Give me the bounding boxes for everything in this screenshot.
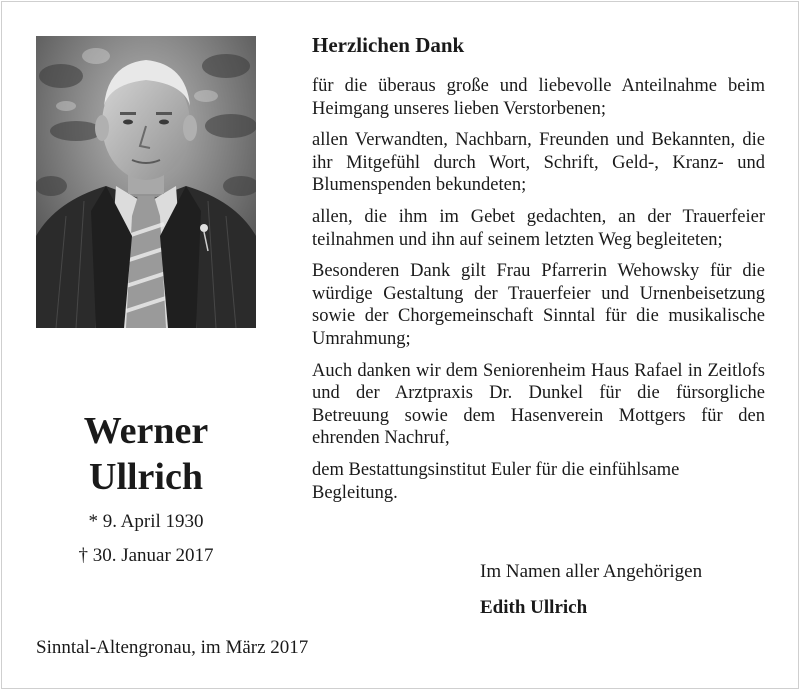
paragraph: für die überaus große und liebevolle Anteilnahme beim Heimgang unseres lieben Verstorbenen;: [312, 76, 765, 119]
paragraph: Besonderen Dank gilt Frau Pfarrerin Wehowsky für die würdige Gestaltung der Trauerfeier und Urnenbeisetzung sowie der Chorgemeinschaft Sinntal für die musikalische Umrahmung;: [312, 261, 765, 349]
paragraph: allen Verwandten, Nachbarn, Freunden und Bekannten, die ihr Mitgefühl durch Wort, Schrift, Geld-, Kranz- und Blumenspenden bekundeten;: [312, 130, 765, 196]
paragraph: allen, die ihm im Gebet gedachten, an der Trauerfeier teilnahmen und ihn auf seinem letzten Weg begleiteten;: [312, 206, 765, 250]
paragraph: dem Bestattungsinstitut Euler für die einfühlsame Begleitung.: [312, 459, 680, 503]
portrait-photo: [36, 36, 256, 328]
birth-date: * 9. April 1930: [88, 511, 204, 532]
signature-name: Edith Ullrich: [480, 597, 588, 618]
notice-heading: Herzlichen Dank: [312, 33, 465, 57]
deceased-first-name: Werner: [83, 410, 209, 452]
place-date: Sinntal-Altengronau, im März 2017: [36, 637, 309, 658]
portrait-image: [36, 36, 256, 328]
signature-line: Im Namen aller Angehörigen: [480, 561, 703, 582]
death-date: † 30. Januar 2017: [78, 545, 214, 566]
paragraph: Auch danken wir dem Seniorenheim Haus Rafael in Zeitlofs und der Arztpraxis Dr. Dunkel für die fürsorgliche Betreuung sowie dem Hasenverein Mottgers für den ehrenden Nachruf,: [312, 360, 765, 449]
notice-body: [312, 75, 765, 513]
deceased-last-name: Ullrich: [89, 456, 203, 498]
